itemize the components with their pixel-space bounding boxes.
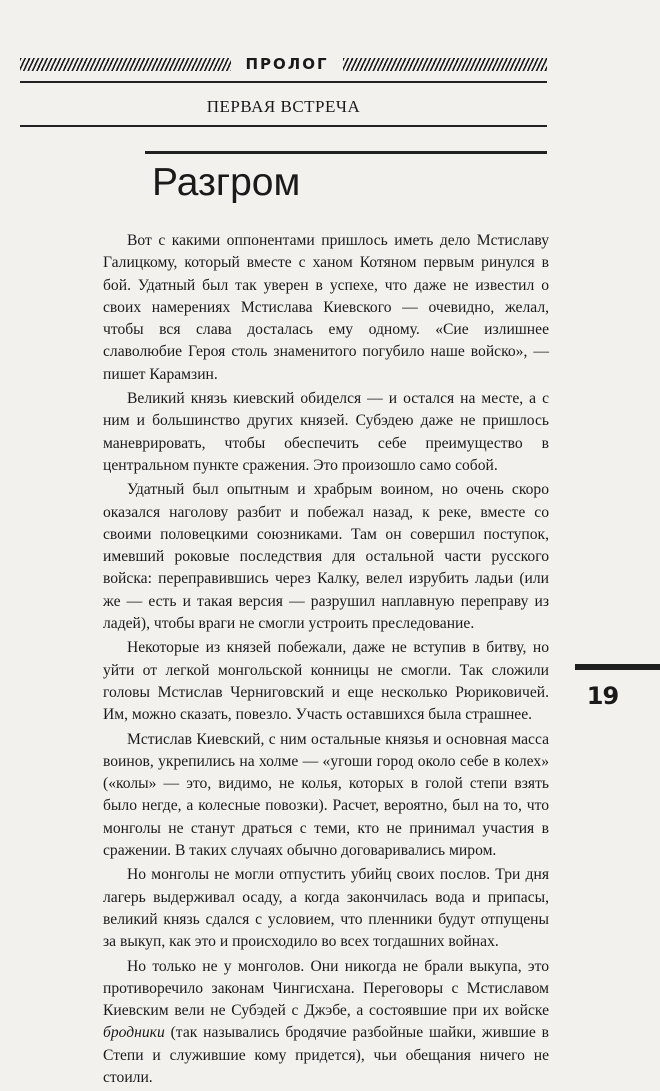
emphasized-term: бродники [103,1024,165,1042]
paragraph: Удатный был опытным и храбрым воином, но очень скоро оказался наголову разбит и побежал назад, к реке, вместе со своими половецкими союзниками. Там он совершил поступок, имевший роковые последствия для остальной части русского войска: переправившись через Калку, велел изрубить ладьи (или же — есть и такая версия — разрушил наплавную переправу из ладей), чтобы враги не смогли устроить преследование. [103,481,549,633]
page-number: 19 [586,682,619,710]
header-hatch-right [343,58,547,71]
header-rule [20,81,547,83]
body-text [103,230,549,1091]
paragraph-text: (так назывались бродячие разбойные шайки, жившие в Степи и служившие кому придется), чьи обещания ничего не стоили. [103,1024,549,1086]
paragraph: Мстислав Киевский, с ним остальные князья и основная масса воинов, укрепились на холме — «угоши город около себе в колех» («колы» — это, видимо, не колья, которых в голой степи взять было негде, а колесные повозки). Расчет, вероятно, был на то, что монголы не станут драться с теми, кто не принимал участия в сражении. В таких случаях обычно договаривались миром. [103,730,549,860]
header-hatch-left [20,58,231,71]
chapter-title: Разгром [152,161,301,204]
section-header [20,47,547,97]
paragraph: Великий князь киевский обиделся — и остался на месте, а с ним и большинство других князей. Субэдею даже не пришлось маневрировать, чтобы обеспечить себе преимущество в центральном пункте сражения. Это произошло само собой. [103,390,549,474]
page-number-tab [575,664,660,730]
paragraph: Некоторые из князей побежали, даже не вступив в битву, но уйти от легкой монгольской конницы не смогли. Так сложили головы Мстислав Черниговский и еще несколько Рюриковичей. Им, можно сказать, повезло. Участь оставшихся была страшнее. [103,639,549,724]
section-subtitle: ПЕРВАЯ ВСТРЕЧА [206,97,361,116]
chapter-title-bar [145,151,547,154]
paragraph [103,956,549,1090]
section-label: ПРОЛОГ [245,55,329,73]
paragraph: Вот с какими оппонентами пришлось иметь дело Мстиславу Галицкому, который вместе с ханом Котяном первым ринулся в бой. Удатный был так уверен в успехе, что даже не известил о своих намерениях Мстислава Киевского — очевидно, желал, чтобы вся слава досталась ему одному. «Сие излишнее славолюбие Героя столь знаменитого погубило наше войско», — пишет Карамзин. [103,232,549,383]
subtitle-rule [20,125,547,127]
paragraph-text: Но только не у монголов. Они никогда не брали выкупа, это противоречило законам Чингисхана. Переговоры с Мстиславом Киевским вели не Субэдей с Джэбе, а состоявшие при их войске [103,957,549,1020]
paragraph: Но монголы не могли отпустить убийц своих послов. Три дня лагерь выдерживал осаду, а когда закончилась вода и припасы, великий князь сдался с условием, что пленники будут отпущены за выкуп, как это и происходило во всех тогдашних войнах. [103,866,549,951]
